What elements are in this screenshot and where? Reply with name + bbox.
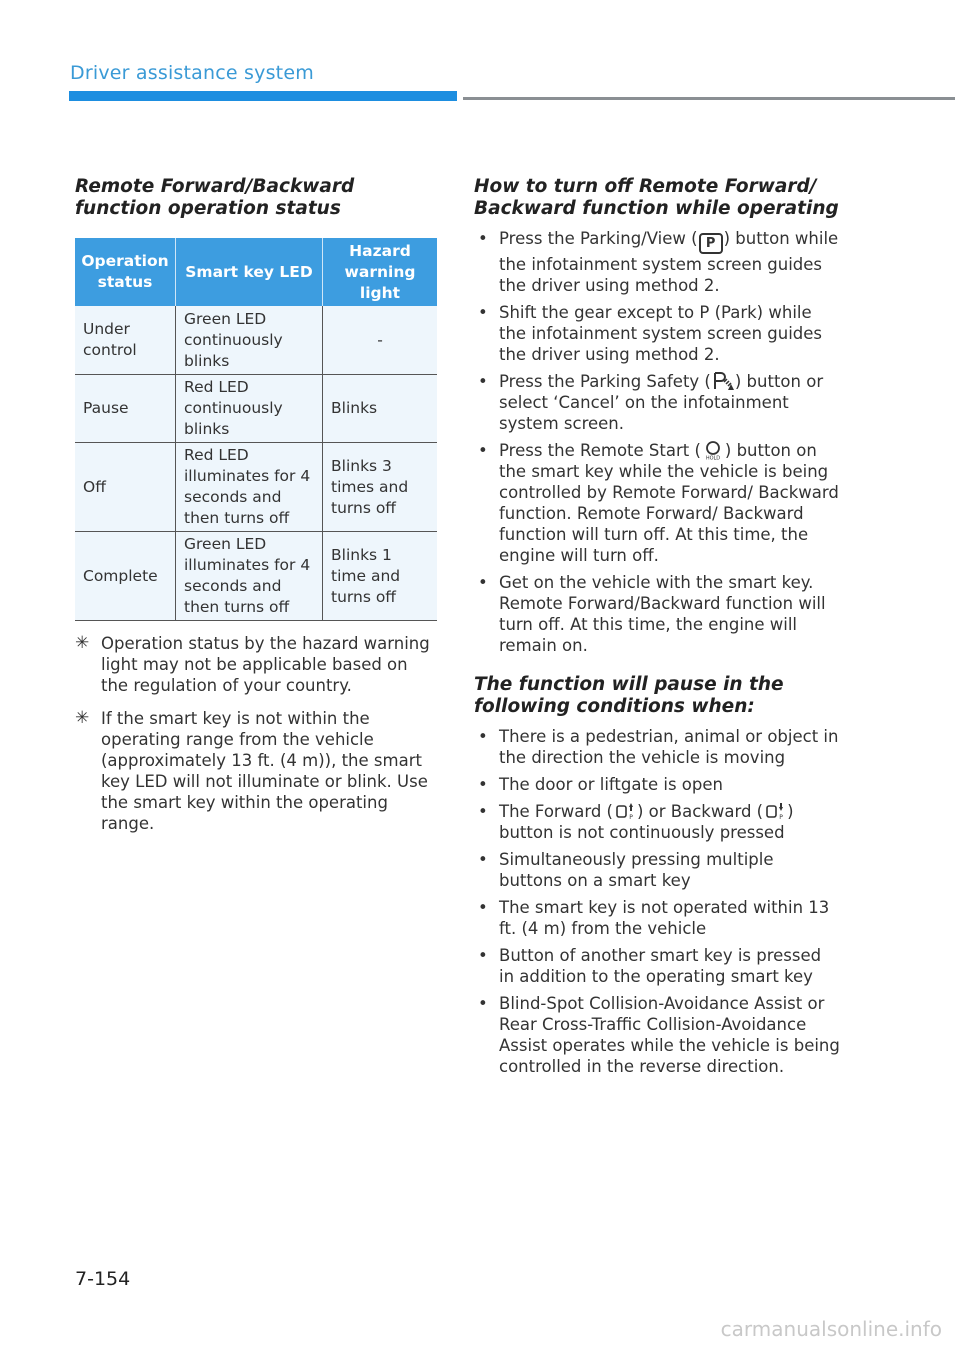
bullet: • <box>478 898 488 917</box>
table-header: Operation status <box>75 238 176 306</box>
parking-safety-icon <box>712 371 734 391</box>
table-cell: Green LED continuously blinks <box>176 306 323 375</box>
list-text: Button of another smart key is pressed in addition to the operating smart key <box>499 946 822 986</box>
note <box>75 633 437 696</box>
list-text: Press the Parking Safety ( <box>499 372 711 391</box>
list-text: Simultaneously pressing multiple buttons on a smart key <box>499 850 774 890</box>
table-cell: Red LED illuminates for 4 seconds and then turns off <box>176 443 323 532</box>
list-item <box>474 774 840 795</box>
table-row <box>75 532 437 621</box>
table-cell: Green LED illuminates for 4 seconds and then turns off <box>176 532 323 621</box>
list-text: The door or liftgate is open <box>499 775 723 794</box>
backward-icon <box>764 801 786 821</box>
table-header: Smart key LED <box>176 238 323 306</box>
bullet: • <box>478 994 488 1013</box>
status-heading: Remote Forward/Backward function operation status <box>75 176 355 219</box>
list-item <box>474 572 840 656</box>
list-text: Blind-Spot Collision-Avoidance Assist or Rear Cross-Traffic Collision-Avoidance Assist operates while the vehicle is being controlled in the reverse direction. <box>499 994 840 1076</box>
list-item <box>474 726 840 768</box>
list-text: There is a pedestrian, animal or object in the direction the vehicle is moving <box>499 727 839 767</box>
svg-text:P: P <box>629 814 633 821</box>
bullet: • <box>478 573 488 592</box>
list-text: Press the Parking/View ( <box>499 229 698 248</box>
section-title: Driver assistance system <box>70 62 314 84</box>
bullet: • <box>478 303 488 322</box>
table-cell: - <box>323 306 438 375</box>
header-rule-blue <box>69 91 457 101</box>
pause-list <box>474 726 840 1077</box>
list-text: ) button while the infotainment system screen guides the driver using method 2. <box>499 229 839 295</box>
list-text: Shift the gear except to P (Park) while the infotainment system screen guides the driver using method 2. <box>499 303 823 364</box>
list-item <box>474 993 840 1077</box>
bullet: • <box>478 727 488 746</box>
left-column <box>75 176 437 834</box>
page-number: 7-154 <box>75 1268 131 1290</box>
list-item <box>474 801 840 843</box>
bullet: • <box>478 229 488 248</box>
asterisk-icon: ✳ <box>75 708 90 728</box>
table-cell: Blinks 3 times and turns off <box>323 443 438 532</box>
list-text: ) button is not continuously pressed <box>499 802 794 842</box>
table-cell: Blinks 1 time and turns off <box>323 532 438 621</box>
list-item <box>474 371 840 434</box>
bullet: • <box>478 441 488 460</box>
bullet: • <box>478 775 488 794</box>
bullet: • <box>478 850 488 869</box>
list-item <box>474 849 840 891</box>
list-item <box>474 440 840 566</box>
list-item <box>474 945 840 987</box>
bullet: • <box>478 372 488 391</box>
list-text: ) or Backward ( <box>636 802 764 821</box>
turn-off-heading: How to turn off Remote Forward/ Backward function while operating <box>474 176 839 219</box>
bullet: • <box>478 946 488 965</box>
table-header: Hazard warning light <box>323 238 438 306</box>
right-column <box>474 176 840 1077</box>
table-cell: Pause <box>75 375 176 443</box>
table-cell: Under control <box>75 306 176 375</box>
list-item <box>474 897 840 939</box>
list-text: ) button or select ‘Cancel’ on the infotainment system screen. <box>499 372 824 433</box>
list-text: The Forward ( <box>499 802 613 821</box>
watermark: carmanualsonline.info <box>720 1317 942 1341</box>
note <box>75 708 437 834</box>
list-text: The smart key is not operated within 13 ft. (4 m) from the vehicle <box>499 898 830 938</box>
list-item <box>474 302 840 365</box>
list-item <box>474 228 840 296</box>
note-text: If the smart key is not within the operating range from the vehicle (approximately 13 ft. (4 m)), the smart key LED will not illuminate or blink. Use the smart key within the operating range. <box>101 709 428 833</box>
turn-off-list <box>474 228 840 656</box>
table-cell: Blinks <box>323 375 438 443</box>
table-cell: Complete <box>75 532 176 621</box>
parking-view-icon: P <box>699 233 723 254</box>
asterisk-icon: ✳ <box>75 633 90 653</box>
list-text: Get on the vehicle with the smart key. Remote Forward/Backward function will turn off. At this time, the engine will remain on. <box>499 573 826 655</box>
table-row <box>75 306 437 375</box>
table-row <box>75 443 437 532</box>
list-text: ) button on the smart key while the vehicle is being controlled by Remote Forward/ Backward function. Remote Forward/ Backward function will turn off. At this time, the engine will turn off. <box>499 441 839 565</box>
table-cell: Red LED continuously blinks <box>176 375 323 443</box>
table-cell: Off <box>75 443 176 532</box>
svg-text:HOLD: HOLD <box>705 455 721 460</box>
list-text: Press the Remote Start ( <box>499 441 701 460</box>
header-rule-gray <box>463 97 955 100</box>
note-text: Operation status by the hazard warning light may not be applicable based on the regulation of your country. <box>101 634 430 695</box>
pause-heading: The function will pause in the following conditions when: <box>474 674 784 717</box>
bullet: • <box>478 802 488 821</box>
svg-text:P: P <box>779 814 783 821</box>
forward-icon <box>614 801 636 821</box>
table-row <box>75 375 437 443</box>
remote-start-icon <box>702 440 724 460</box>
table-header-row <box>75 238 437 306</box>
status-table <box>75 238 437 621</box>
